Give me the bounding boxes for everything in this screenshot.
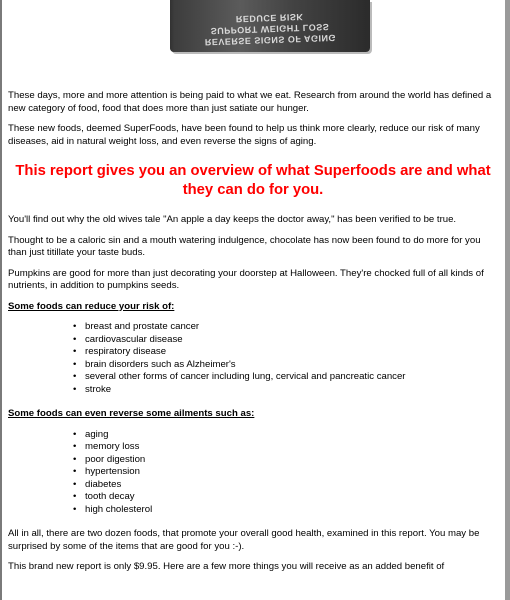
cover-text-line1: REVERSE SIGNS OF AGING <box>204 32 337 48</box>
ebook-cover-text <box>199 10 340 48</box>
ailments-list <box>8 429 498 517</box>
price-paragraph: This brand new report is only $9.95. Here are a few more things you will receive as an added benefit of <box>8 561 445 572</box>
list-item: • respiratory disease <box>85 346 498 359</box>
paragraph-chocolate: Thought to be a caloric sin and a mouth watering indulgence, chocolate has now been found to do more for you than just titillate your taste buds. <box>8 234 481 258</box>
intro-paragraph-2: These new foods, deemed SuperFoods, have been found to help us think more clearly, reduce our risk of many diseases, aid in natural weight loss, and even reverse the signs of aging. <box>8 123 480 147</box>
section-risk-title: Some foods can reduce your risk of: <box>8 300 175 312</box>
ebook-cover-image <box>170 0 370 52</box>
list-item: • poor digestion <box>85 454 498 467</box>
list-item: • several other forms of cancer including lung, cervical and pancreatic cancer <box>85 371 498 384</box>
paragraph-apple: You'll find out why the old wives tale "An apple a day keeps the doctor away," has been verified to be true. <box>8 214 457 225</box>
right-scrollbar[interactable] <box>505 0 510 600</box>
list-item: • cardiovascular disease <box>85 334 498 347</box>
list-item: • breast and prostate cancer <box>85 321 498 334</box>
article-content <box>8 90 498 582</box>
list-item: • aging <box>85 429 498 442</box>
headline: This report gives you an overview of what Superfoods are and what they can do for you. <box>15 163 491 198</box>
list-item: • stroke <box>85 384 498 397</box>
intro-paragraph-1: These days, more and more attention is being paid to what we eat. Research from around the world has defined a new category of food, food that does more than just satiate our hunger. <box>8 90 492 114</box>
list-item: • high cholesterol <box>85 504 498 517</box>
ebook-cover-spine <box>170 0 174 52</box>
risk-list <box>8 321 498 396</box>
closing-paragraph: All in all, there are two dozen foods, that promote your overall good health, examined in this report. You may be surprised by some of the items that are good for you :-). <box>8 528 480 552</box>
list-item: • brain disorders such as Alzheimer's <box>85 359 498 372</box>
cover-text-line2: SUPPORT WEIGHT LOSS <box>210 21 330 37</box>
list-item: • tooth decay <box>85 491 498 504</box>
list-item: • memory loss <box>85 441 498 454</box>
list-item: • hypertension <box>85 466 498 479</box>
list-item: • diabetes <box>85 479 498 492</box>
paragraph-pumpkins: Pumpkins are good for more than just decorating your doorstep at Halloween. They're chocked full of all kinds of nutrients, in addition to pumpkins seeds. <box>8 267 484 291</box>
section-ailments-title: Some foods can even reverse some ailments such as: <box>8 408 255 419</box>
cover-text-line3: REDUCE RISK <box>235 11 304 25</box>
left-border <box>0 0 2 600</box>
